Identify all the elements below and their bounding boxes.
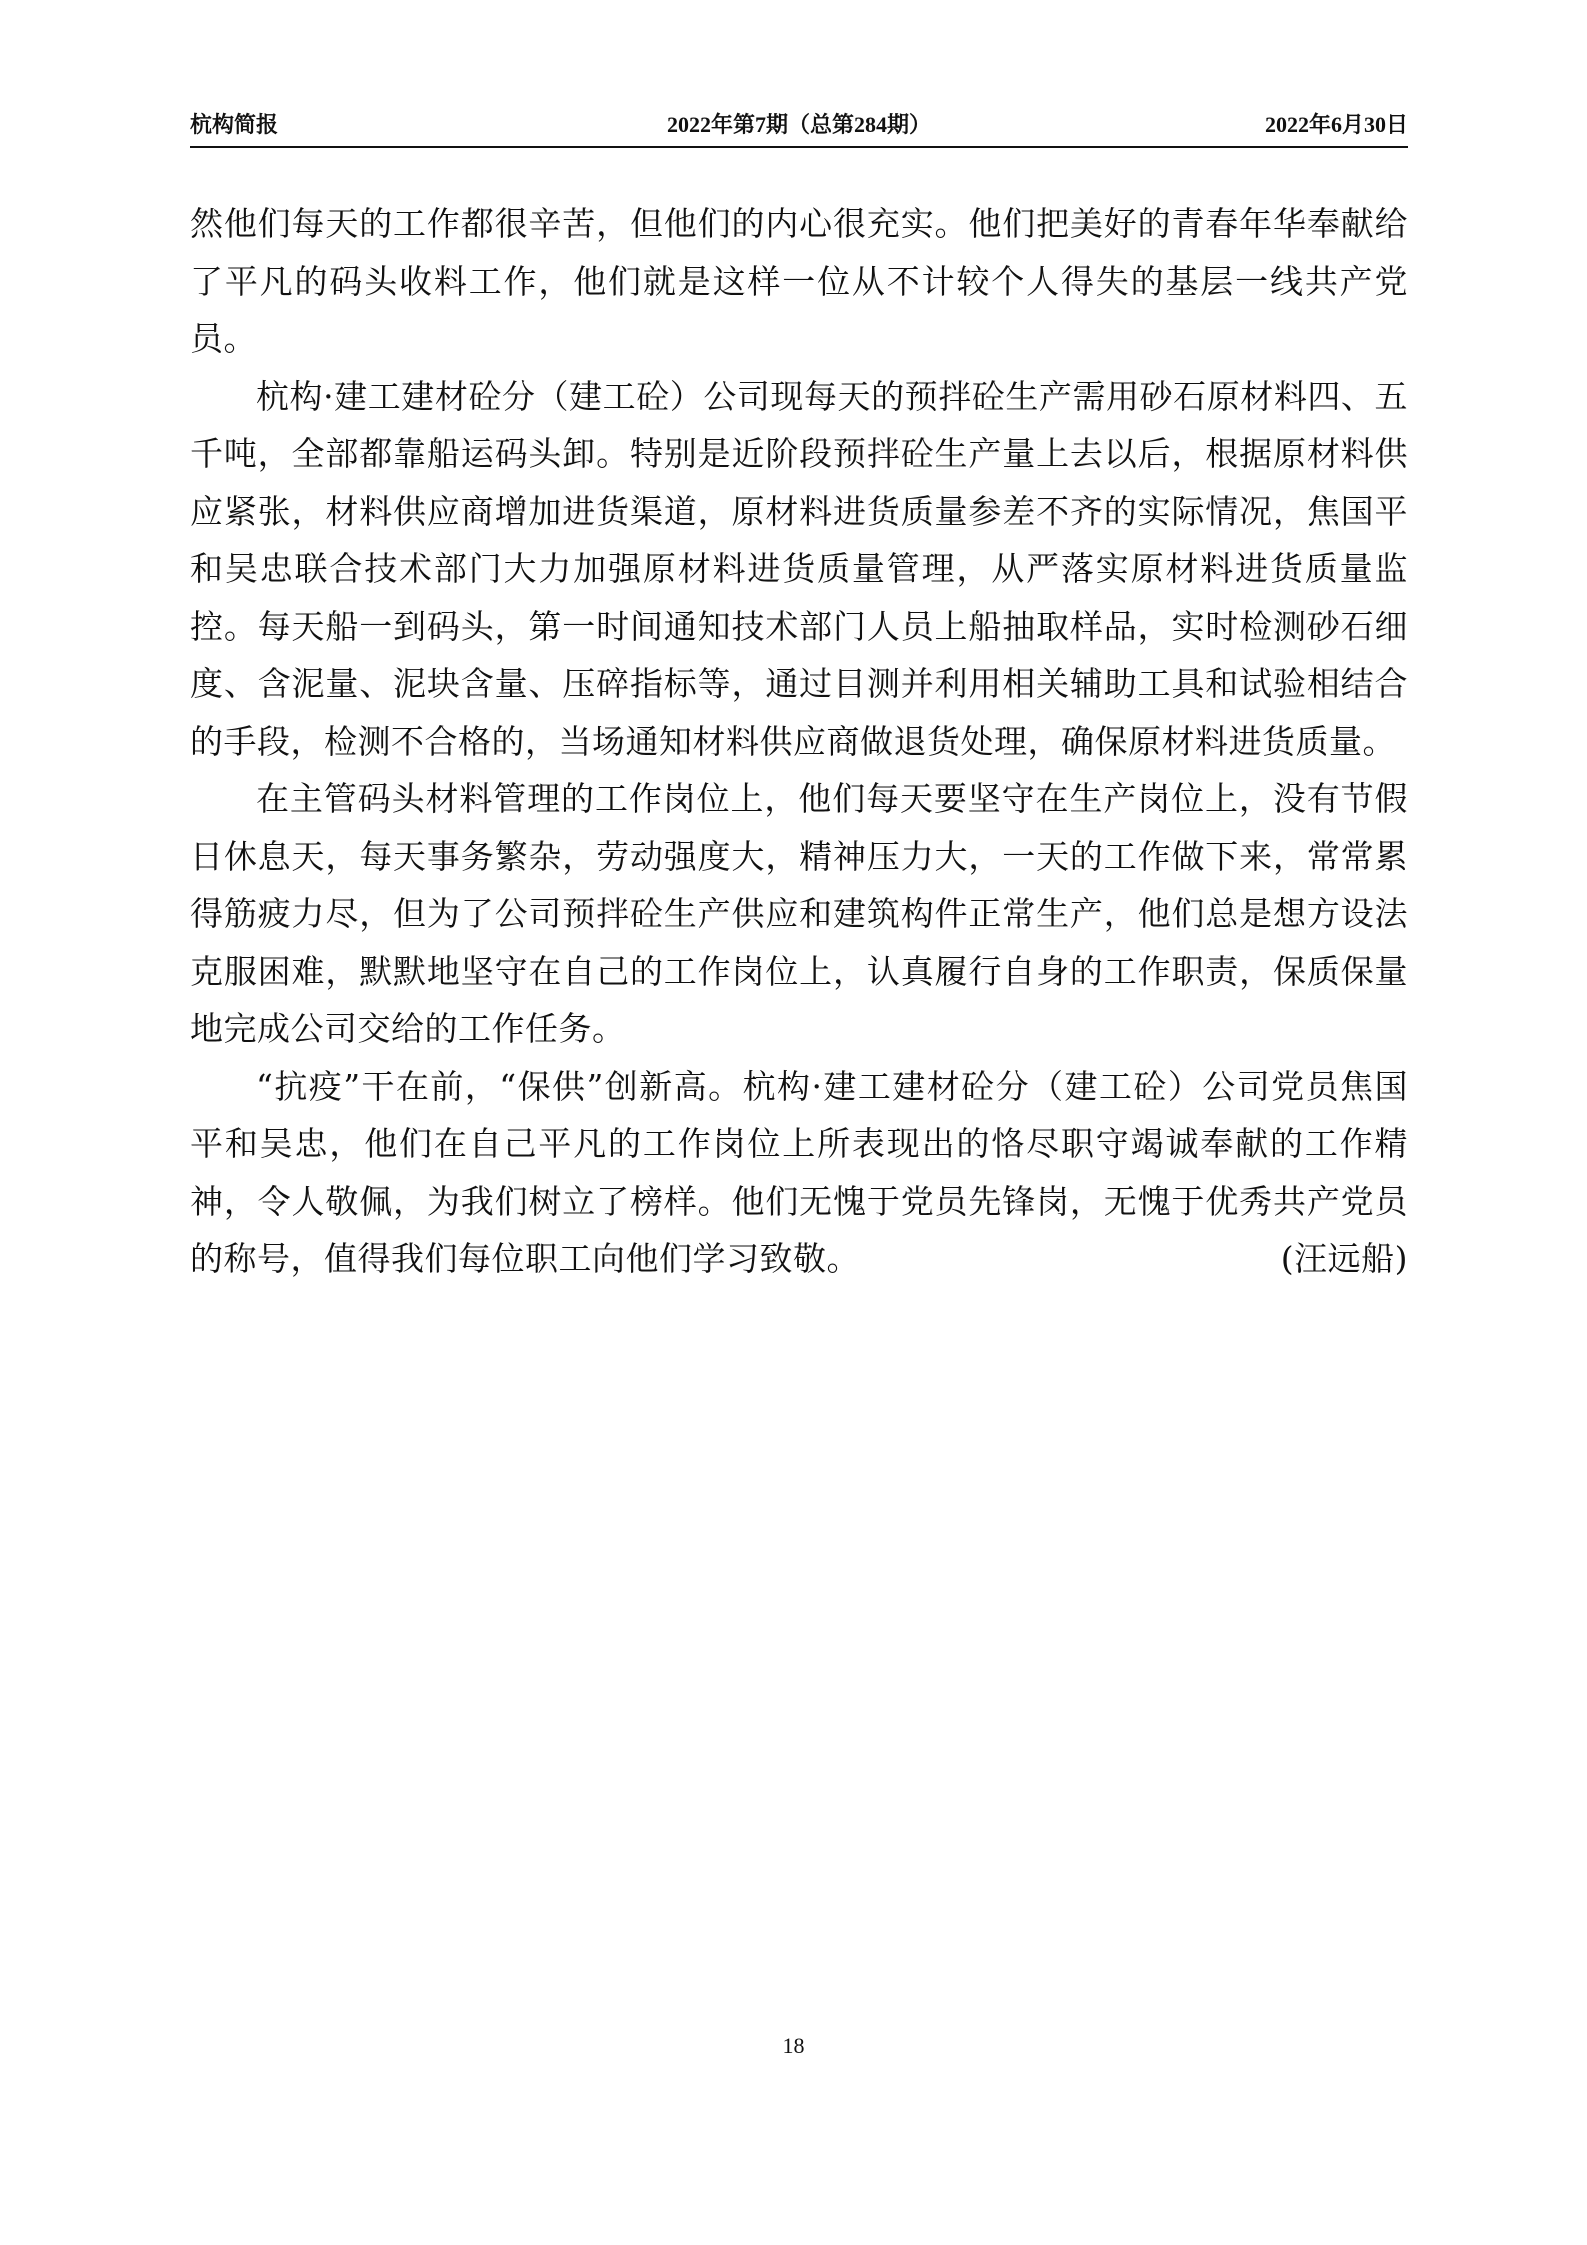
paragraph-text: “抗疫”干在前，“保供”创新高。杭构·建工建材砼分（建工砼）公司党员焦国平和吴忠，他们在自己平凡的工作岗位上所表现出的恪尽职守竭诚奉献的工作精神，令人敬佩，为我们树立了榜样。他们无愧于党员先锋岗，无愧于优秀共产党员的称号，值得我们每位职工向他们学习致敬。 (190, 1066, 1408, 1278)
paragraph: 杭构·建工建材砼分（建工砼）公司现每天的预拌砼生产需用砂石原材料四、五千吨，全部都靠船运码头卸。特别是近阶段预拌砼生产量上去以后，根据原材料供应紧张，材料供应商增加进货渠道，原材料进货质量参差不齐的实际情况，焦国平和吴忠联合技术部门大力加强原材料进货质量管理，从严落实原材料进货质量监控。每天船一到码头，第一时间通知技术部门人员上船抽取样品，实时检测砂石细度、含泥量、泥块含量、压碎指标等，通过目测并利用相关辅助工具和试验相结合的手段，检测不合格的，当场通知材料供应商做退货处理，确保原材料进货质量。 (190, 376, 1408, 761)
issue-date: 2022年6月30日 (1264, 112, 1408, 137)
author-signature: (汪远船) (1280, 1239, 1408, 1278)
publication-name: 杭构简报 (190, 112, 279, 137)
paragraph-final (190, 1058, 1408, 1288)
page-header (190, 112, 1408, 148)
issue-number: 2022年第7期（总第284期） (666, 112, 932, 137)
paragraph-continuation: 然他们每天的工作都很辛苦，但他们的内心很充实。他们把美好的青春年华奉献给了平凡的码头收料工作，他们就是这样一位从不计较个人得失的基层一线共产党员。 (190, 204, 1408, 358)
page-number: 18 (782, 2033, 805, 2058)
paragraph: 在主管码头材料管理的工作岗位上，他们每天要坚守在生产岗位上，没有节假日休息天，每天事务繁杂，劳动强度大，精神压力大，一天的工作做下来，常常累得筋疲力尽，但为了公司预拌砼生产供应和建筑构件正常生产，他们总是想方设法克服困难，默默地坚守在自己的工作岗位上，认真履行自身的工作职责，保质保量地完成公司交给的工作任务。 (190, 779, 1408, 1048)
article-body (190, 195, 1408, 1288)
